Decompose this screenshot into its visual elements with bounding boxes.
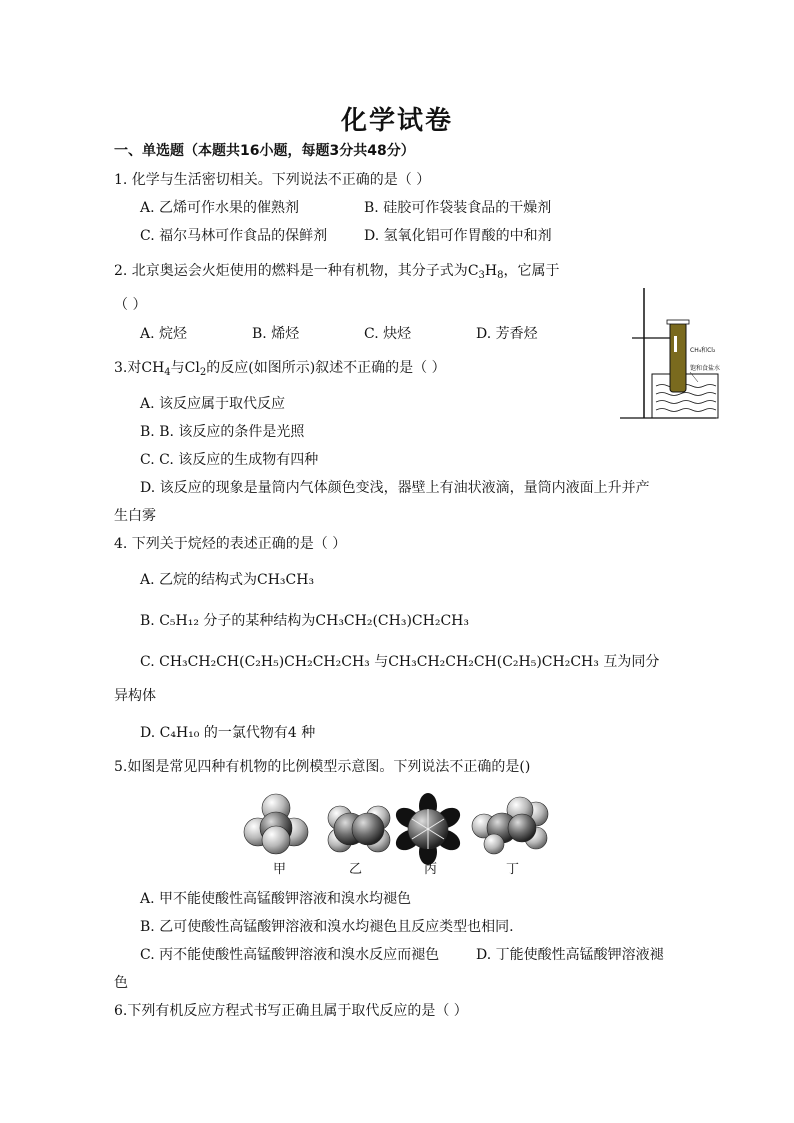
question-1-stem: 1. 化学与生活密切相关。下列说法不正确的是（ ）	[114, 172, 431, 188]
question-4-option-d[interactable]: D. C₄H₁₀ 的一氯代物有4 种	[140, 725, 316, 741]
question-3-option-d-cont: 生白雾	[114, 508, 156, 524]
question-1-option-b[interactable]: B. 硅胶可作袋装食品的干燥剂	[364, 200, 552, 216]
question-5-option-a[interactable]: A. 甲不能使酸性高锰酸钾溶液和溴水均褪色	[140, 891, 412, 907]
ethylene-model	[328, 806, 390, 852]
formula-ch4: CH	[141, 360, 165, 376]
question-5-option-d-cont: 色	[114, 975, 128, 991]
question-3-stem	[114, 358, 446, 378]
question-3-option-a[interactable]: A. 该反应属于取代反应	[140, 396, 286, 412]
question-2-option-d[interactable]: D. 芳香烃	[476, 326, 538, 342]
question-4-stem: 4. 下列关于烷烃的表述正确的是（ ）	[114, 536, 347, 552]
question-2-stem-tail: ，它属于	[503, 263, 560, 279]
question-3-option-c[interactable]: C. C. 该反应的生成物有四种	[140, 452, 319, 468]
formula-c-sub: 3	[478, 270, 485, 281]
question-4-option-b[interactable]: B. C₅H₁₂ 分子的某种结构为CH₃CH₂(CH₃)CH₂CH₃	[140, 613, 469, 629]
question-4-option-c[interactable]: C. CH₃CH₂CH(C₂H₅)CH₂CH₂CH₃ 与CH₃CH₂CH₂CH(C₂H₅)CH₂CH₃ 互为同分	[140, 654, 660, 670]
reaction-apparatus-figure	[612, 286, 722, 426]
question-4-option-a[interactable]: A. 乙烷的结构式为CH₃CH₃	[140, 572, 315, 588]
formula-h: H	[484, 263, 498, 279]
formula-h-sub: 8	[497, 270, 504, 281]
question-1-option-a[interactable]: A. 乙烯可作水果的催熟剂	[140, 200, 300, 216]
question-2-paren: （ ）	[114, 297, 147, 313]
formula-cl2-sub: 2	[199, 367, 207, 378]
model-label-bing: 丙	[424, 862, 438, 877]
ethanol-model	[472, 797, 548, 854]
question-3-option-d[interactable]: D. 该反应的现象是量筒内气体颜色变浅，器壁上有油状液滴，量筒内液面上升并产	[140, 480, 650, 496]
page-title: 化学试卷	[340, 106, 453, 136]
question-2-option-b[interactable]: B. 烯烃	[252, 326, 300, 342]
formula-c: C	[467, 263, 479, 279]
question-2-stem-text: 2. 北京奥运会火炬使用的燃料是一种有机物，其分子式为	[114, 263, 468, 279]
methane-model	[244, 794, 308, 854]
question-4-option-c-cont: 异构体	[114, 688, 156, 704]
question-5-option-c[interactable]: C. 丙不能使酸性高锰酸钾溶液和溴水反应而褪色	[140, 947, 440, 963]
question-3-stem-text-3: 的反应(如图所示)叙述不正确的是（ ）	[206, 360, 446, 376]
question-5-option-b[interactable]: B. 乙可使酸性高锰酸钾溶液和溴水均褪色且反应类型也相同.	[140, 919, 514, 935]
apparatus-solution-label: 饱和食盐水	[690, 365, 721, 372]
question-1-option-c[interactable]: C. 福尔马林可作食品的保鲜剂	[140, 228, 328, 244]
section-heading: 一、单选题（本题共16小题，每题3分共48分）	[114, 143, 415, 159]
question-3-stem-text-2: 与	[170, 360, 185, 376]
model-label-ding: 丁	[506, 862, 520, 877]
question-3-stem-text: 3.对	[114, 360, 142, 376]
question-2-option-a[interactable]: A. 烷烃	[140, 326, 188, 342]
question-2-option-c[interactable]: C. 炔烃	[364, 326, 412, 342]
question-5-stem: 5.如图是常见四种有机物的比例模型示意图。下列说法不正确的是()	[114, 759, 531, 775]
apparatus-gas-label: CH₄和Cl₂	[690, 347, 716, 354]
model-label-jia: 甲	[273, 862, 287, 877]
formula-cl2: Cl	[184, 360, 200, 376]
model-label-yi: 乙	[349, 862, 363, 877]
question-6-stem: 6.下列有机反应方程式书写正确且属于取代反应的是（ ）	[114, 1003, 468, 1019]
formula-ch4-sub: 4	[164, 367, 171, 378]
question-3-option-b[interactable]: B. B. 该反应的条件是光照	[140, 424, 305, 440]
benzene-model	[392, 793, 464, 865]
question-1-option-d[interactable]: D. 氢氧化铝可作胃酸的中和剂	[364, 228, 552, 244]
question-2-stem	[114, 261, 560, 281]
question-5-option-d[interactable]: D. 丁能使酸性高锰酸钾溶液褪	[476, 947, 664, 963]
